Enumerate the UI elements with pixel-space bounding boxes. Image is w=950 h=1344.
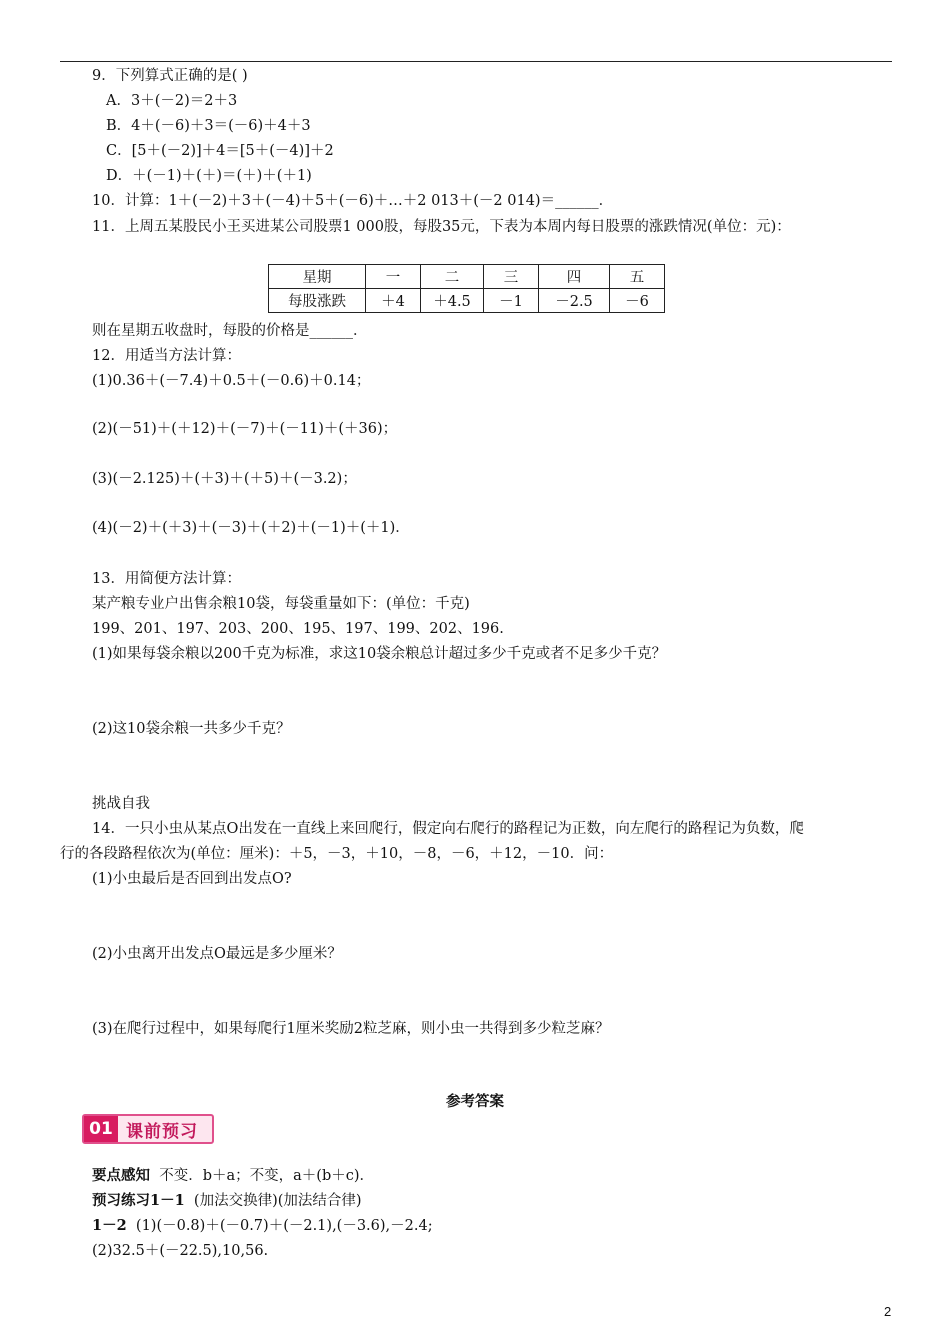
answer-label: 1－2 xyxy=(92,1217,127,1234)
answer-text: 不变．b＋a；不变，a＋(b＋c)． xyxy=(159,1168,375,1184)
challenge-heading: 挑战自我 xyxy=(92,796,150,812)
q13-stem: 13．用简便方法计算： xyxy=(92,571,241,587)
q14-part-2: (2)小虫离开出发点O最远是多少厘米？ xyxy=(92,946,342,962)
q9-option-d: D．＋(－1)＋(＋)＝(＋)＋(＋1) xyxy=(106,168,312,184)
answer-label: 预习练习1－1 xyxy=(92,1192,185,1209)
q13-part-2: (2)这10袋余粮一共多少千克？ xyxy=(92,721,291,737)
page-number: 2 xyxy=(884,1304,892,1319)
table-cell: ＋4 xyxy=(366,289,421,313)
table-cell: 五 xyxy=(610,265,665,289)
table-row xyxy=(269,289,665,313)
table-cell: －6 xyxy=(610,289,665,313)
table-cell: 二 xyxy=(421,265,484,289)
q13-part-1: (1)如果每袋余粮以200千克为标准，求这10袋余粮总计超过多少千克或者不足多少千克？ xyxy=(92,646,667,662)
q14-stem-line1: 14．一只小虫从某点O出发在一直线上来回爬行，假定向右爬行的路程记为正数，向左爬行的路程记为负数，爬 xyxy=(92,821,804,837)
answer-text: (1)(－0.8)＋(－0.7)＋(－2.1),(－3.6),－2.4; xyxy=(135,1218,433,1234)
q11-tail: 则在星期五收盘时，每股的价格是______． xyxy=(92,323,368,339)
section-badge xyxy=(82,1114,214,1144)
q14-stem-line2: 行的各段路程依次为(单位：厘米)：＋5，－3，＋10，－8，－6，＋12，－10．问： xyxy=(60,846,614,862)
q13-data: 199、201、197、203、200、195、197、199、202、196. xyxy=(92,621,504,637)
answer-line-4: (2)32.5＋(－22.5),10,56. xyxy=(92,1243,269,1259)
q12-part-3: (3)(－2.125)＋(＋3)＋(＋5)＋(－3.2)； xyxy=(92,471,357,487)
table-cell: 一 xyxy=(366,265,421,289)
q9-option-b: B．4＋(－6)＋3＝(－6)＋4＋3 xyxy=(106,118,311,134)
answers-title: 参考答案 xyxy=(446,1093,504,1110)
answer-line-1 xyxy=(92,1166,374,1186)
q12-part-4: (4)(－2)＋(＋3)＋(－3)＋(＋2)＋(－1)＋(＋1)． xyxy=(92,520,410,536)
table-cell: ＋4.5 xyxy=(421,289,484,313)
answer-line-3 xyxy=(92,1216,433,1236)
badge-number: 01 xyxy=(84,1116,118,1142)
badge-label: 课前预习 xyxy=(126,1121,198,1142)
q10-text: 10．计算：1＋(－2)＋3＋(－4)＋5＋(－6)＋…＋2 013＋(－2 014)＝______． xyxy=(92,193,614,209)
table-cell: 三 xyxy=(484,265,539,289)
q13-description: 某产粮专业户出售余粮10袋，每袋重量如下：(单位：千克) xyxy=(92,596,470,612)
q12-part-1: (1)0.36＋(－7.4)＋0.5＋(－0.6)＋0.14； xyxy=(92,373,371,389)
header-rule xyxy=(60,61,892,62)
table-row xyxy=(269,265,665,289)
q14-part-3: (3)在爬行过程中，如果每爬行1厘米奖励2粒芝麻，则小虫一共得到多少粒芝麻？ xyxy=(92,1021,610,1037)
q12-part-2: (2)(－51)＋(＋12)＋(－7)＋(－11)＋(＋36)； xyxy=(92,421,398,437)
q14-part-1: (1)小虫最后是否回到出发点O? xyxy=(92,871,292,887)
stock-change-table xyxy=(268,264,665,313)
answer-line-2 xyxy=(92,1191,362,1211)
q12-stem: 12．用适当方法计算： xyxy=(92,348,241,364)
table-cell: 星期 xyxy=(269,265,366,289)
table-cell: －1 xyxy=(484,289,539,313)
table-cell: 每股涨跌 xyxy=(269,289,366,313)
table-cell: 四 xyxy=(539,265,610,289)
answer-text: (加法交换律)(加法结合律) xyxy=(193,1193,362,1209)
table-cell: －2.5 xyxy=(539,289,610,313)
q11-stem: 11．上周五某股民小王买进某公司股票1 000股，每股35元，下表为本周内每日股票的涨跌情况(单位：元)： xyxy=(92,219,791,235)
answer-label: 要点感知 xyxy=(92,1167,150,1184)
q9-stem: 9．下列算式正确的是( ) xyxy=(92,68,248,84)
q9-option-a: A．3＋(－2)＝2＋3 xyxy=(106,93,238,109)
q9-option-c: C．[5＋(－2)]＋4＝[5＋(－4)]＋2 xyxy=(106,143,334,159)
